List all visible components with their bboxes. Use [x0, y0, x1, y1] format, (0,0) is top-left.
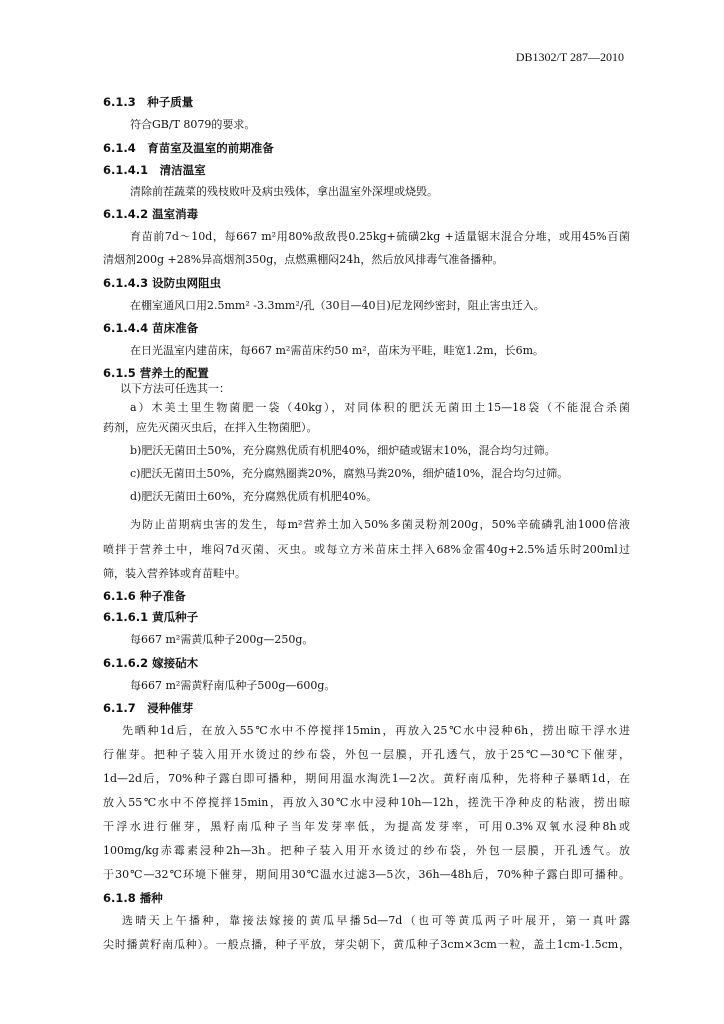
paragraph-line: d)肥沃无菌田土60%，充分腐熟优质有机肥40%。	[130, 490, 378, 503]
paragraph-line: 在日光温室内建苗床，每667 m²需苗床约50 m²，苗床为平畦，畦宽1.2m，长6m。	[130, 344, 545, 357]
paragraph-line: 喷拌于营养土中，堆闷7d灭菌、灭虫。或每立方米苗床土拌入68%金雷40g+2.5%适乐时200ml过	[103, 543, 630, 556]
document-code: DB1302/T 287—2010	[515, 50, 624, 64]
section-heading: 6.1.4.4 苗床准备	[103, 321, 199, 335]
paragraph-line: 放入55℃水中不停搅拌15min，再放入30℃水中浸种10h—12h，搓洗干净种皮的粘液，捞出晾	[103, 796, 630, 809]
section-heading: 6.1.4.2 温室消毒	[103, 207, 199, 221]
paragraph-line: 育苗前7d～10d，每667 m²用80%敌敌畏0.25kg+硫磺2kg +适量锯末混合分堆，或用45%百菌	[130, 230, 630, 243]
paragraph-line: 筛，装入营养钵或育苗畦中。	[103, 567, 246, 580]
paragraph-line: 清除前茬蔬菜的残枝败叶及病虫残体，拿出温室外深埋或烧毁。	[130, 185, 438, 198]
paragraph-line: 为防止苗期病虫害的发生，每m²营养土加入50%多菌灵粉剂200g，50%辛硫磷乳油1000倍液	[130, 518, 630, 531]
paragraph-line: 每667 m²需黄籽南瓜种子500g—600g。	[130, 679, 336, 692]
paragraph-line: a）木美土里生物菌肥一袋（40kg），对同体积的肥沃无菌田土15—18袋（不能混合杀菌	[130, 401, 630, 414]
section-heading: 6.1.6 种子准备	[103, 589, 186, 603]
section-heading: 6.1.8 播种	[103, 891, 163, 905]
paragraph-line: 尖时播黄籽南瓜种）。一般点播，种子平放，芽尖朝下，黄瓜种子3cm×3cm一粒，盖土1cm-1.5cm，	[103, 938, 630, 951]
section-heading: 6.1.3 种子质量	[103, 95, 194, 109]
paragraph-line: 以下方法可任选其一：	[120, 382, 230, 395]
paragraph-line: 行催芽。把种子装入用开水烫过的纱布袋，外包一层膜，开孔透气，放于25℃—30℃下催芽，	[103, 748, 630, 761]
section-heading: 6.1.4.1 清洁温室	[103, 163, 206, 177]
section-heading: 6.1.4 育苗室及温室的前期准备	[103, 141, 274, 155]
paragraph-line: c)肥沃无菌田土50%，充分腐熟圈粪20%，腐熟马粪20%，细炉碴10%，混合均匀过筛。	[130, 467, 569, 480]
paragraph-line: 清烟剂200g +28%异高烟剂350g，点燃熏棚闷24h，然后放风排毒气准备播种。	[103, 253, 504, 266]
paragraph-line: 干浮水进行催芽，黑籽南瓜种子当年发芽率低，为提高发芽率，可用0.3%双氧水浸种8h或	[103, 820, 630, 833]
paragraph-line: 于30℃—32℃环境下催芽，期间用30℃温水过滤3—5次，36h—48h后，70%种子露白即可播种。	[103, 868, 630, 881]
paragraph-line: 先晒种1d后，在放入55℃水中不停搅拌15min，再放入25℃水中浸种6h，捞出晾干浮水进	[122, 724, 630, 737]
section-heading: 6.1.4.3 设防虫网阻虫	[103, 276, 222, 290]
paragraph-line: 药剂，应先灭菌灭虫后，在拌入生物菌肥）。	[103, 421, 318, 434]
paragraph-line: 符合GB/T 8079的要求。	[130, 118, 256, 131]
paragraph-line: 在棚室通风口用2.5mm² -3.3mm²/孔（30目—40目)尼龙网纱密封，阻止害虫迁入。	[130, 299, 545, 312]
paragraph-line: 100mg/kg赤霉素浸种2h—3h。把种子装入用开水烫过的纱布袋，外包一层膜，开孔透气。放	[103, 844, 630, 857]
section-heading: 6.1.6.1 黄瓜种子	[103, 610, 199, 624]
paragraph-line: 1d—2d后，70%种子露白即可播种，期间用温水淘洗1—2次。黄籽南瓜种，先将种子暴晒1d，在	[103, 772, 630, 785]
paragraph-line: 选晴天上午播种，靠接法嫁接的黄瓜早播5d—7d（也可等黄瓜两子叶展开，第一真叶露	[122, 914, 630, 927]
section-heading: 6.1.7 浸种催芽	[103, 701, 194, 715]
section-heading: 6.1.6.2 嫁接砧木	[103, 656, 199, 670]
paragraph-line: 每667 m²需黄瓜种子200g—250g。	[130, 633, 314, 646]
section-heading: 6.1.5 营养土的配置	[103, 366, 209, 380]
paragraph-line: b)肥沃无菌田土50%，充分腐熟优质有机肥40%，细炉碴或锯末10%，混合均匀过筛。	[130, 444, 556, 457]
